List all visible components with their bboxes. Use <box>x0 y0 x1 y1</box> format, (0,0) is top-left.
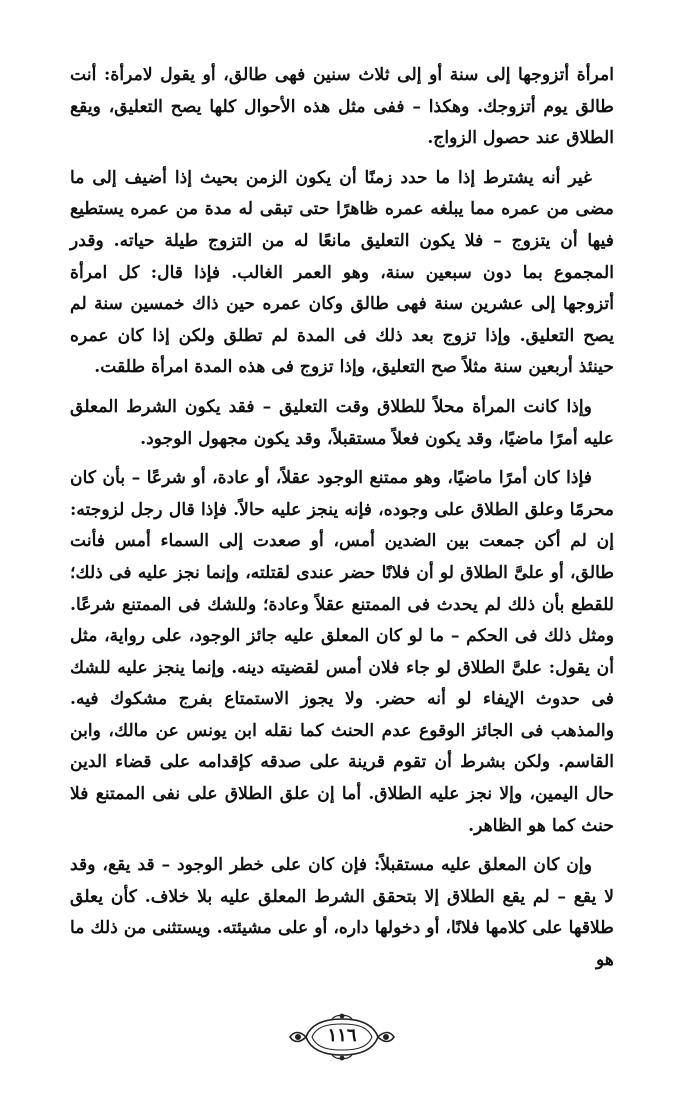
body-text <box>70 60 614 985</box>
page-number-ornament <box>286 1013 398 1061</box>
paragraph-3: وإذا كانت المرأة محلاً للطلاق وقت التعليق – فقد يكون الشرط المعلق عليه أمرًا ماضيًا، وقد يكون فعلاً مستقبلاً، وقد يكون مجهول الوجود. <box>70 396 614 449</box>
paragraph-4: فإذا كان أمرًا ماضيًا، وهو ممتنع الوجود عقلاً، أو عادة، أو شرعًا – بأن كان محرمًا وعلق الطلاق على وجوده، فإنه ينجز عليه حالاً. فإذا قال رجل لزوجته: إن لم أكن جمعت بين الضدين أمس، أو صعدت إلى السماء أمس فأنت طالق، أو علىَّ الطلاق لو أن فلانًا حضر عندى لقتلته، وإنما نجز عليه فى ذلك؛ للقطع بأن ذلك لم يحدث فى الممتنع عقلاً وعادة؛ وللشك فى الممتنع شرعًا. ومثل ذلك فى الحكم – ما لو كان المعلق عليه جائز الوجود، على رواية، مثل أن يقول: علىَّ الطلاق لو جاء فلان أمس لقضيته دينه. وإنما ينجز عليه للشك فى حدوث الإيفاء لو أنه حضر. ولا يجوز الاستمتاع بفرج مشكوك فيه. والمذهب فى الجائز الوقوع عدم الحنث كما نقله ابن يونس عن مالك، وابن القاسم. ولكن بشرط أن تقوم قرينة على صدقه كإقدامه على قضاء الدين حال اليمين، وإلا نجز عليه الطلاق. أما إن علق الطلاق على نفى الممتنع فلا حنث كما هو الظاهر. <box>70 468 614 836</box>
page-number: ١١٦ <box>327 1025 357 1046</box>
paragraph-2: غير أنه يشترط إذا ما حدد زمنًا أن يكون الزمن بحيث إذا أضيف إلى ما مضى من عمره مما يبلغه عمره ظاهرًا حتى تبقى له مدة من عمره يستطيع فيها أن يتزوج – فلا يكون التعليق مانعًا له من التزوج طيلة حياته. وقدر المجموع بما دون سبعين سنة، وهو العمر الغالب. فإذا قال: كل امرأة أتزوجها إلى عشرين سنة فهى طالق وكان عمره حين ذاك خمسين سنة لم يصح التعليق. وإذا تزوج بعد ذلك فى المدة لم تطلق ولكن إذا كان عمره حينئذ أربعين سنة مثلاً صح التعليق، وإذا تزوج فى هذه المدة امرأة طلقت. <box>70 167 614 378</box>
paragraph-5: وإن كان المعلق عليه مستقبلاً: فإن كان على خطر الوجود – قد يقع، وقد لا يقع – لم يقع الطلاق إلا بتحقق الشرط المعلق عليه بلا خلاف. كأن يعلق طلاقها على كلامها فلانًا، أو دخولها داره، أو على مشيئته. ويستثنى من ذلك ما هو <box>70 855 614 971</box>
paragraph-1: امرأة أتزوجها إلى سنة أو إلى ثلاث سنين فهى طالق، أو يقول لامرأة: أنت طالق يوم أتزوجك. وهكذا – ففى مثل هذه الأحوال كلها يصح التعليق، ويقع الطلاق عند حصول الزواج. <box>70 65 614 149</box>
